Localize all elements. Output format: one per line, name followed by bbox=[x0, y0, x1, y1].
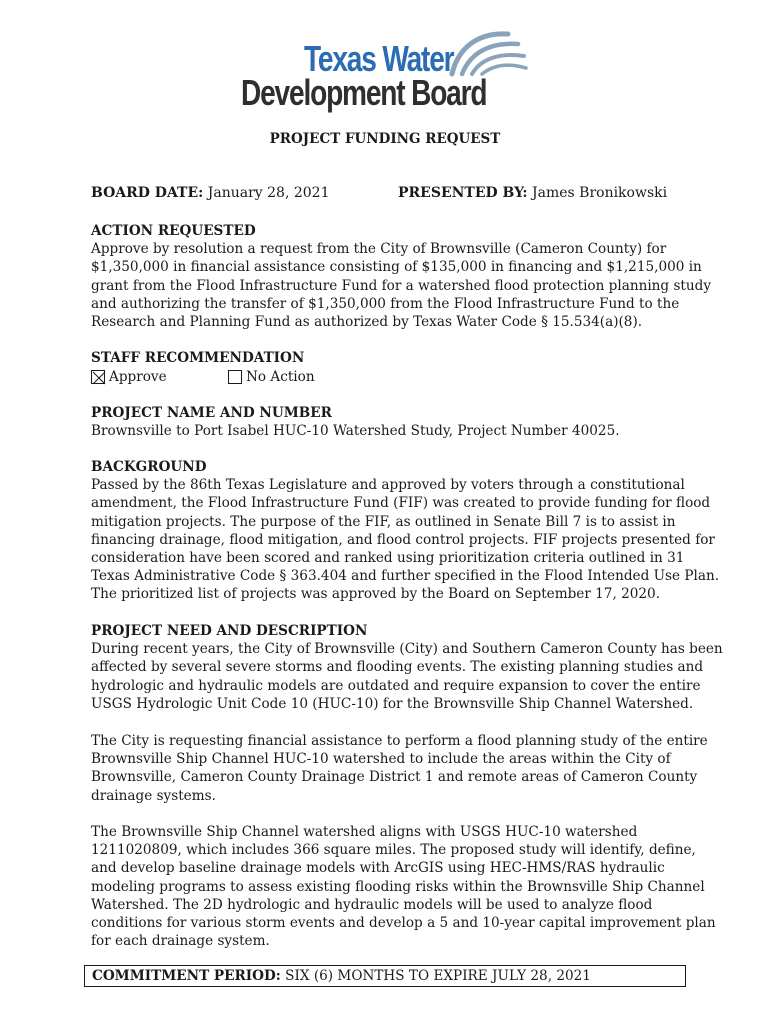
section-heading: PROJECT NAME AND NUMBER bbox=[91, 405, 332, 421]
commitment-label: COMMITMENT PERIOD: bbox=[92, 968, 281, 984]
text-line: USGS Hydrologic Unit Code 10 (HUC-10) for the Brownsville Ship Channel Watershed. bbox=[91, 695, 694, 712]
no-action-label: No Action bbox=[246, 368, 315, 385]
board-date-value: January 28, 2021 bbox=[207, 185, 330, 201]
section-project-need-para3 bbox=[91, 823, 716, 950]
approve-checkbox[interactable] bbox=[91, 370, 105, 384]
text-line: grant from the Flood Infrastructure Fund for a watershed flood protection planning study bbox=[91, 277, 712, 294]
board-date bbox=[91, 185, 329, 201]
text-line: The prioritized list of projects was approved by the Board on September 17, 2020. bbox=[91, 586, 661, 603]
text-line: Brownsville, Cameron County Drainage District 1 and remote areas of Cameron County bbox=[91, 769, 698, 786]
section-action-requested bbox=[91, 222, 712, 331]
text-line: hydrologic and hydraulic models are outdated and require expansion to cover the entire bbox=[91, 677, 701, 694]
approve-option[interactable] bbox=[91, 368, 228, 386]
logo-text-line1: Texas Water bbox=[304, 38, 454, 79]
text-line: modeling programs to assess existing flooding risks within the Brownsville Ship Channel bbox=[91, 878, 705, 895]
text-line: and authorizing the transfer of $1,350,000 from the Flood Infrastructure Fund to the bbox=[91, 295, 680, 312]
recommendation-checkboxes bbox=[91, 367, 691, 386]
section-heading: PROJECT NEED AND DESCRIPTION bbox=[91, 623, 368, 639]
water-swoosh-icon bbox=[448, 28, 528, 78]
text-line: mitigation projects. The purpose of the FIF, as outlined in Senate Bill 7 is to assist in bbox=[91, 513, 676, 530]
text-line: and develop baseline drainage models with ArcGIS using HEC-HMS/RAS hydraulic bbox=[91, 860, 665, 877]
text-line: $1,350,000 in financial assistance consisting of $135,000 in financing and $1,215,000 in bbox=[91, 259, 702, 276]
commitment-period-box bbox=[84, 965, 686, 987]
commitment-value: SIX (6) MONTHS TO EXPIRE JULY 28, 2021 bbox=[285, 968, 591, 984]
presented-by bbox=[398, 185, 667, 201]
text-line: Approve by resolution a request from the City of Brownsville (Cameron County) for bbox=[91, 241, 667, 258]
text-line: financing drainage, flood mitigation, and flood control projects. FIF projects presented for bbox=[91, 531, 715, 548]
text-line: for each drainage system. bbox=[91, 933, 270, 950]
text-line: consideration have been scored and ranked using prioritization criteria outlined in 31 bbox=[91, 550, 685, 567]
section-project-need bbox=[91, 622, 723, 713]
section-heading: ACTION REQUESTED bbox=[91, 223, 256, 239]
text-line: Watershed. The 2D hydrologic and hydraulic models will be used to analyze flood bbox=[91, 896, 653, 913]
text-line: drainage systems. bbox=[91, 787, 216, 804]
text-line: Brownsville to Port Isabel HUC-10 Watershed Study, Project Number 40025. bbox=[91, 423, 620, 440]
presented-by-label: PRESENTED BY: bbox=[398, 185, 528, 201]
text-line: Texas Administrative Code § 363.404 and further specified in the Flood Intended Use Plan. bbox=[91, 568, 720, 585]
section-heading: STAFF RECOMMENDATION bbox=[91, 350, 305, 366]
logo-text-line2: Development Board bbox=[241, 72, 487, 113]
section-heading: BACKGROUND bbox=[91, 459, 207, 475]
section-project-name bbox=[91, 404, 691, 440]
text-line: conditions for various storm events and develop a 5 and 10-year capital improvement plan bbox=[91, 915, 716, 932]
text-line: 1211020809, which includes 366 square miles. The proposed study will identify, define, bbox=[91, 842, 696, 859]
board-date-label: BOARD DATE: bbox=[91, 185, 204, 201]
text-line: affected by several severe storms and flooding events. The existing planning studies and bbox=[91, 659, 704, 676]
text-line: During recent years, the City of Brownsville (City) and Southern Cameron County has been bbox=[91, 641, 723, 658]
checked-x-icon bbox=[92, 371, 106, 385]
no-action-option[interactable] bbox=[228, 368, 315, 386]
section-background bbox=[91, 458, 720, 604]
section-project-need-para2 bbox=[91, 732, 708, 805]
text-line: The City is requesting financial assistance to perform a flood planning study of the entire bbox=[91, 733, 708, 749]
section-staff-recommendation bbox=[91, 349, 691, 386]
no-action-checkbox[interactable] bbox=[228, 370, 242, 384]
presented-by-value: James Bronikowski bbox=[532, 185, 668, 201]
text-line: Passed by the 86th Texas Legislature and approved by voters through a constitutional bbox=[91, 477, 685, 494]
text-line: Brownsville Ship Channel HUC-10 watershed to include the areas within the City of bbox=[91, 751, 671, 768]
text-line: The Brownsville Ship Channel watershed aligns with USGS HUC-10 watershed bbox=[91, 824, 638, 840]
twdb-logo bbox=[240, 28, 530, 113]
text-line: Research and Planning Fund as authorized by Texas Water Code § 15.534(a)(8). bbox=[91, 314, 643, 331]
text-line: amendment, the Flood Infrastructure Fund (FIF) was created to provide funding for flood bbox=[91, 495, 711, 512]
page-title: PROJECT FUNDING REQUEST bbox=[269, 131, 501, 147]
approve-label: Approve bbox=[109, 368, 167, 385]
